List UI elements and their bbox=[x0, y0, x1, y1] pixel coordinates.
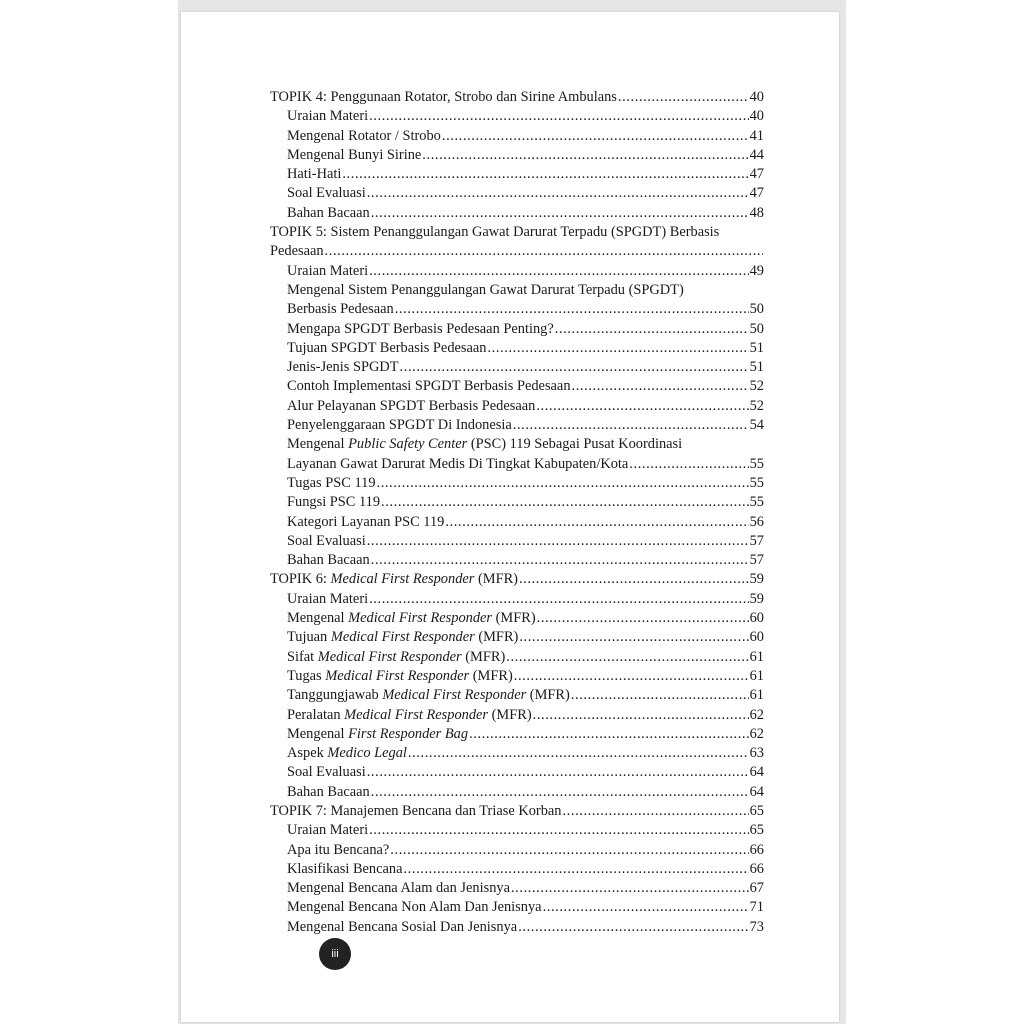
toc-dot-leader bbox=[518, 918, 748, 937]
toc-page-number: 65 bbox=[749, 822, 764, 839]
toc-title-part: Tugas PSC 119 bbox=[287, 474, 376, 491]
toc-dot-leader bbox=[408, 744, 749, 763]
toc-dot-leader bbox=[506, 648, 748, 667]
toc-title-part: Layanan Gawat Darurat Medis Di Tingkat Kabupaten/Kota bbox=[287, 455, 629, 472]
toc-page-number: 52 bbox=[749, 397, 764, 414]
toc-title-part: Alur Pelayanan SPGDT Berbasis Pedesaan bbox=[287, 397, 536, 414]
toc-title-part: Berbasis Pedesaan bbox=[287, 301, 394, 318]
toc-page-number: 48 bbox=[749, 204, 764, 221]
toc-dot-leader bbox=[519, 628, 748, 647]
toc-page-number: 47 bbox=[749, 166, 764, 183]
toc-dot-leader bbox=[400, 358, 749, 377]
toc-topic-entry[interactable] bbox=[270, 802, 764, 821]
toc-dot-leader bbox=[511, 879, 749, 898]
toc-dot-leader bbox=[371, 783, 749, 802]
toc-title-part: Soal Evaluasi bbox=[287, 532, 366, 549]
toc-title-italic-part: Medical First Responder bbox=[344, 706, 489, 723]
toc-entry-title bbox=[287, 532, 366, 551]
toc-dot-leader bbox=[369, 821, 749, 840]
toc-entry-title bbox=[287, 860, 402, 879]
toc-title-part: Sifat bbox=[287, 648, 318, 665]
toc-dot-leader bbox=[533, 706, 749, 725]
toc-subtopic-entry[interactable] bbox=[270, 609, 764, 628]
toc-entry-title bbox=[287, 648, 505, 667]
toc-title-italic-part: Medico Legal bbox=[327, 745, 407, 762]
toc-title-part: Penyelenggaraan SPGDT Di Indonesia bbox=[287, 417, 512, 434]
toc-subtopic-entry[interactable] bbox=[270, 744, 764, 763]
toc-title-part: (MFR) bbox=[474, 629, 519, 646]
toc-entry-title bbox=[287, 300, 394, 319]
toc-entry-title bbox=[287, 918, 517, 937]
toc-dot-leader bbox=[562, 802, 748, 821]
toc-title-part: Mengenal Bencana Non Alam Dan Jenisnya bbox=[287, 899, 542, 916]
toc-entry-title bbox=[287, 127, 441, 146]
toc-title-part: Mengenal Sistem Penanggulangan Gawat Darurat Terpadu (SPGDT) bbox=[287, 281, 684, 298]
toc-entry-title bbox=[287, 551, 370, 570]
toc-subtopic-entry[interactable] bbox=[270, 648, 764, 667]
toc-page-number: 59 bbox=[749, 571, 764, 588]
toc-title-part: Mengenal bbox=[287, 436, 349, 453]
table-of-contents bbox=[270, 88, 764, 937]
toc-title-part: Pedesaan bbox=[270, 243, 324, 260]
toc-subtopic-entry[interactable] bbox=[270, 107, 764, 126]
toc-page-number: 59 bbox=[749, 590, 764, 607]
toc-title-part: (PSC) 119 Sebagai Pusat Koordinasi bbox=[467, 436, 683, 453]
toc-title-part: (MFR) bbox=[488, 706, 532, 723]
toc-page-number: 60 bbox=[749, 629, 764, 646]
toc-entry-title bbox=[287, 397, 535, 416]
toc-entry-title bbox=[270, 223, 719, 242]
toc-title-part: Uraian Materi bbox=[287, 262, 369, 279]
toc-subtopic-entry[interactable] bbox=[270, 725, 764, 744]
toc-entry-title bbox=[270, 88, 617, 107]
toc-subtopic-entry[interactable] bbox=[270, 898, 764, 917]
toc-page-number: 41 bbox=[749, 127, 764, 144]
toc-title-part: Bahan Bacaan bbox=[287, 552, 370, 569]
toc-title-italic-part: Medical First Responder bbox=[330, 629, 475, 646]
toc-entry-title bbox=[287, 783, 370, 802]
toc-entry-title bbox=[287, 590, 368, 609]
toc-topic-entry[interactable] bbox=[270, 88, 764, 107]
toc-subtopic-entry[interactable] bbox=[270, 339, 764, 358]
toc-title-part: Kategori Layanan PSC 119 bbox=[287, 513, 445, 530]
toc-entry-title bbox=[287, 821, 368, 840]
toc-dot-leader bbox=[403, 860, 748, 879]
toc-title-part: Soal Evaluasi bbox=[287, 185, 366, 202]
toc-subtopic-entry[interactable] bbox=[270, 628, 764, 647]
toc-title-part: Mengenal bbox=[287, 725, 349, 742]
toc-title-part: Klasifikasi Bencana bbox=[287, 860, 403, 877]
toc-entry-title bbox=[287, 667, 513, 686]
toc-entry-title bbox=[287, 744, 407, 763]
toc-subtopic-entry[interactable] bbox=[270, 416, 764, 435]
toc-page-number: 55 bbox=[749, 455, 764, 472]
toc-title-italic-part: Medical First Responder bbox=[382, 687, 527, 704]
toc-page-number: 62 bbox=[749, 706, 764, 723]
toc-page-number: 73 bbox=[749, 918, 764, 935]
toc-page-number: 60 bbox=[749, 610, 764, 627]
toc-title-part: (MFR) bbox=[461, 648, 506, 665]
toc-page-number: 71 bbox=[749, 899, 764, 916]
toc-subtopic-entry[interactable] bbox=[270, 474, 764, 493]
toc-page-number: 66 bbox=[749, 841, 764, 858]
toc-entry-title bbox=[287, 204, 370, 223]
toc-entry-title bbox=[287, 377, 571, 396]
toc-page-number: 66 bbox=[749, 860, 764, 877]
toc-title-part: Peralatan bbox=[287, 706, 345, 723]
toc-subtopic-entry[interactable] bbox=[270, 262, 764, 281]
toc-title-part: Tujuan SPGDT Berbasis Pedesaan bbox=[287, 339, 487, 356]
toc-entry-title bbox=[287, 706, 532, 725]
toc-entry-title bbox=[287, 281, 684, 300]
toc-entry-title bbox=[287, 513, 444, 532]
toc-dot-leader bbox=[543, 898, 749, 917]
toc-dot-leader bbox=[536, 397, 748, 416]
toc-title-part: Aspek bbox=[287, 745, 328, 762]
toc-page-number: 64 bbox=[749, 764, 764, 781]
toc-entry-title bbox=[287, 841, 389, 860]
toc-dot-leader bbox=[422, 146, 748, 165]
toc-dot-leader bbox=[369, 590, 749, 609]
toc-page-number: 52 bbox=[749, 378, 764, 395]
toc-entry-title bbox=[287, 146, 421, 165]
toc-page-number: 51 bbox=[749, 359, 764, 376]
toc-title-part: Mengenal bbox=[287, 610, 349, 627]
toc-title-italic-part: Medical First Responder bbox=[325, 667, 470, 684]
toc-entry-title bbox=[287, 725, 468, 744]
toc-entry-title bbox=[287, 358, 399, 377]
toc-dot-leader bbox=[325, 242, 763, 261]
toc-dot-leader bbox=[371, 204, 749, 223]
toc-title-part: Tanggungjawab bbox=[287, 687, 383, 704]
toc-entry-title bbox=[287, 879, 510, 898]
toc-title-italic-part: Public Safety Center bbox=[348, 436, 468, 453]
toc-title-part: Soal Evaluasi bbox=[287, 764, 366, 781]
toc-entry-title bbox=[287, 320, 554, 339]
toc-page-number: 65 bbox=[749, 802, 764, 819]
toc-page-number: 55 bbox=[749, 474, 764, 491]
toc-dot-leader bbox=[445, 513, 748, 532]
toc-page-number: 50 bbox=[749, 320, 764, 337]
toc-page-number: 61 bbox=[749, 648, 764, 665]
toc-subtopic-entry[interactable] bbox=[270, 204, 764, 223]
toc-page-number: 57 bbox=[749, 552, 764, 569]
toc-page-number: 49 bbox=[749, 262, 764, 279]
toc-subtopic-entry[interactable] bbox=[270, 860, 764, 879]
toc-title-part: Tugas bbox=[287, 667, 326, 684]
toc-title-part: Mengenal Bencana Alam dan Jenisnya bbox=[287, 880, 510, 897]
toc-subtopic-entry[interactable] bbox=[270, 127, 764, 146]
toc-subtopic-entry[interactable] bbox=[270, 918, 764, 937]
toc-dot-leader bbox=[571, 686, 749, 705]
toc-dot-leader bbox=[555, 320, 749, 339]
toc-subtopic-entry[interactable] bbox=[270, 821, 764, 840]
toc-title-part: TOPIK 4: Penggunaan Rotator, Strobo dan Sirine Ambulans bbox=[270, 89, 617, 105]
toc-entry-title bbox=[287, 628, 518, 647]
toc-entry-title bbox=[287, 455, 628, 474]
toc-title-part: Mengenal Rotator / Strobo bbox=[287, 127, 441, 144]
toc-title-italic-part: First Responder Bag bbox=[348, 725, 469, 742]
document-page[interactable] bbox=[181, 12, 839, 1022]
toc-entry-title bbox=[287, 339, 486, 358]
toc-subtopic-entry[interactable] bbox=[270, 532, 764, 551]
toc-title-part: Fungsi PSC 119 bbox=[287, 494, 381, 511]
toc-title-part: Bahan Bacaan bbox=[287, 783, 370, 800]
toc-subtopic-entry[interactable] bbox=[270, 590, 764, 609]
toc-entry-title bbox=[287, 435, 682, 454]
toc-subtopic-entry[interactable] bbox=[270, 377, 764, 396]
toc-entry-title bbox=[287, 898, 542, 917]
toc-subtopic-entry[interactable] bbox=[270, 146, 764, 165]
toc-title-part: Mengenal Bunyi Sirine bbox=[287, 146, 422, 163]
toc-title-part: (MFR) bbox=[526, 687, 570, 704]
toc-entry-title bbox=[287, 107, 368, 126]
toc-title-part: Hati-Hati bbox=[287, 166, 342, 183]
toc-entry-title bbox=[287, 763, 366, 782]
toc-subtopic-entry[interactable] bbox=[270, 841, 764, 860]
toc-page-number: 51 bbox=[749, 339, 764, 356]
toc-dot-leader bbox=[367, 763, 749, 782]
toc-entry-title bbox=[287, 686, 570, 705]
toc-page-number: 61 bbox=[749, 687, 764, 704]
toc-title-part: Uraian Materi bbox=[287, 590, 369, 607]
toc-topic-entry[interactable] bbox=[270, 242, 764, 261]
toc-topic-entry[interactable] bbox=[270, 223, 764, 242]
toc-dot-leader bbox=[381, 493, 749, 512]
toc-entry-title bbox=[270, 802, 561, 821]
toc-subtopic-entry[interactable] bbox=[270, 551, 764, 570]
toc-dot-leader bbox=[367, 184, 749, 203]
toc-page-number: 44 bbox=[749, 146, 764, 163]
toc-entry-title bbox=[287, 474, 376, 493]
toc-subtopic-entry[interactable] bbox=[270, 667, 764, 686]
toc-title-italic-part: Medical First Responder bbox=[348, 610, 493, 627]
toc-entry-title bbox=[270, 242, 324, 261]
toc-page-number: 47 bbox=[749, 185, 764, 202]
toc-dot-leader bbox=[618, 88, 749, 107]
toc-title-part: Bahan Bacaan bbox=[287, 204, 370, 221]
toc-dot-leader bbox=[469, 725, 749, 744]
toc-page-number: 67 bbox=[749, 880, 764, 897]
page-number-badge[interactable] bbox=[319, 938, 351, 970]
toc-dot-leader bbox=[519, 570, 749, 589]
toc-page-number: 62 bbox=[749, 725, 764, 742]
toc-title-part: Jenis-Jenis SPGDT bbox=[287, 359, 399, 376]
toc-title-part: Apa itu Bencana? bbox=[287, 841, 390, 858]
toc-subtopic-entry[interactable] bbox=[270, 879, 764, 898]
toc-dot-leader bbox=[342, 165, 748, 184]
toc-subtopic-entry[interactable] bbox=[270, 300, 764, 319]
toc-dot-leader bbox=[513, 416, 749, 435]
toc-dot-leader bbox=[369, 262, 749, 281]
toc-subtopic-entry[interactable] bbox=[270, 435, 764, 454]
toc-dot-leader bbox=[537, 609, 749, 628]
toc-title-part: Mengenal Bencana Sosial Dan Jenisnya bbox=[287, 918, 518, 935]
toc-subtopic-entry[interactable] bbox=[270, 358, 764, 377]
toc-page-number: 55 bbox=[749, 494, 764, 511]
toc-subtopic-entry[interactable] bbox=[270, 783, 764, 802]
toc-entry-title bbox=[287, 165, 341, 184]
toc-subtopic-entry[interactable] bbox=[270, 281, 764, 300]
toc-entry-title bbox=[270, 570, 518, 589]
toc-entry-title bbox=[287, 609, 536, 628]
toc-page-number: 40 bbox=[749, 108, 764, 125]
toc-title-italic-part: Medical First Responder bbox=[330, 571, 475, 588]
toc-page-number: 40 bbox=[749, 89, 764, 105]
toc-subtopic-entry[interactable] bbox=[270, 706, 764, 725]
toc-dot-leader bbox=[367, 532, 749, 551]
toc-page-number: 63 bbox=[749, 745, 764, 762]
toc-subtopic-entry[interactable] bbox=[270, 686, 764, 705]
toc-page-number: 57 bbox=[749, 532, 764, 549]
toc-entry-title bbox=[287, 184, 366, 203]
toc-entry-title bbox=[287, 416, 512, 435]
toc-entry-title bbox=[287, 262, 368, 281]
toc-subtopic-entry[interactable] bbox=[270, 165, 764, 184]
toc-page-number: 61 bbox=[749, 667, 764, 684]
toc-subtopic-entry[interactable] bbox=[270, 397, 764, 416]
toc-page-number: 54 bbox=[749, 417, 764, 434]
toc-subtopic-entry[interactable] bbox=[270, 455, 764, 474]
toc-title-part: Tujuan bbox=[287, 629, 331, 646]
toc-title-part: Mengapa SPGDT Berbasis Pedesaan Penting? bbox=[287, 320, 554, 337]
toc-entry-title bbox=[287, 493, 380, 512]
toc-title-italic-part: Medical First Responder bbox=[317, 648, 462, 665]
toc-title-part: Contoh Implementasi SPGDT Berbasis Pedesaan bbox=[287, 378, 571, 395]
toc-title-part: Uraian Materi bbox=[287, 822, 369, 839]
toc-topic-entry[interactable] bbox=[270, 570, 764, 589]
toc-title-part: (MFR) bbox=[474, 571, 518, 588]
toc-dot-leader bbox=[371, 551, 749, 570]
toc-page-number: 56 bbox=[749, 513, 764, 530]
toc-subtopic-entry[interactable] bbox=[270, 763, 764, 782]
toc-subtopic-entry[interactable] bbox=[270, 184, 764, 203]
toc-dot-leader bbox=[629, 455, 748, 474]
toc-subtopic-entry[interactable] bbox=[270, 493, 764, 512]
toc-dot-leader bbox=[377, 474, 749, 493]
toc-title-part: (MFR) bbox=[469, 667, 513, 684]
toc-dot-leader bbox=[369, 107, 749, 126]
toc-page-number: 64 bbox=[749, 783, 764, 800]
page-number-label: iii bbox=[331, 948, 339, 960]
toc-dot-leader bbox=[572, 377, 749, 396]
toc-dot-leader bbox=[395, 300, 749, 319]
toc-subtopic-entry[interactable] bbox=[270, 320, 764, 339]
toc-title-part: TOPIK 7: Manajemen Bencana dan Triase Korban bbox=[270, 802, 562, 819]
toc-page-number: 50 bbox=[749, 301, 764, 318]
toc-dot-leader bbox=[487, 339, 748, 358]
toc-title-part: Uraian Materi bbox=[287, 108, 369, 125]
toc-dot-leader bbox=[514, 667, 749, 686]
toc-title-part: TOPIK 6: bbox=[270, 571, 331, 588]
toc-subtopic-entry[interactable] bbox=[270, 513, 764, 532]
toc-dot-leader bbox=[390, 841, 748, 860]
toc-title-part: TOPIK 5: Sistem Penanggulangan Gawat Darurat Terpadu (SPGDT) Berbasis bbox=[270, 224, 720, 241]
toc-title-part: (MFR) bbox=[492, 610, 536, 627]
toc-dot-leader bbox=[442, 127, 749, 146]
